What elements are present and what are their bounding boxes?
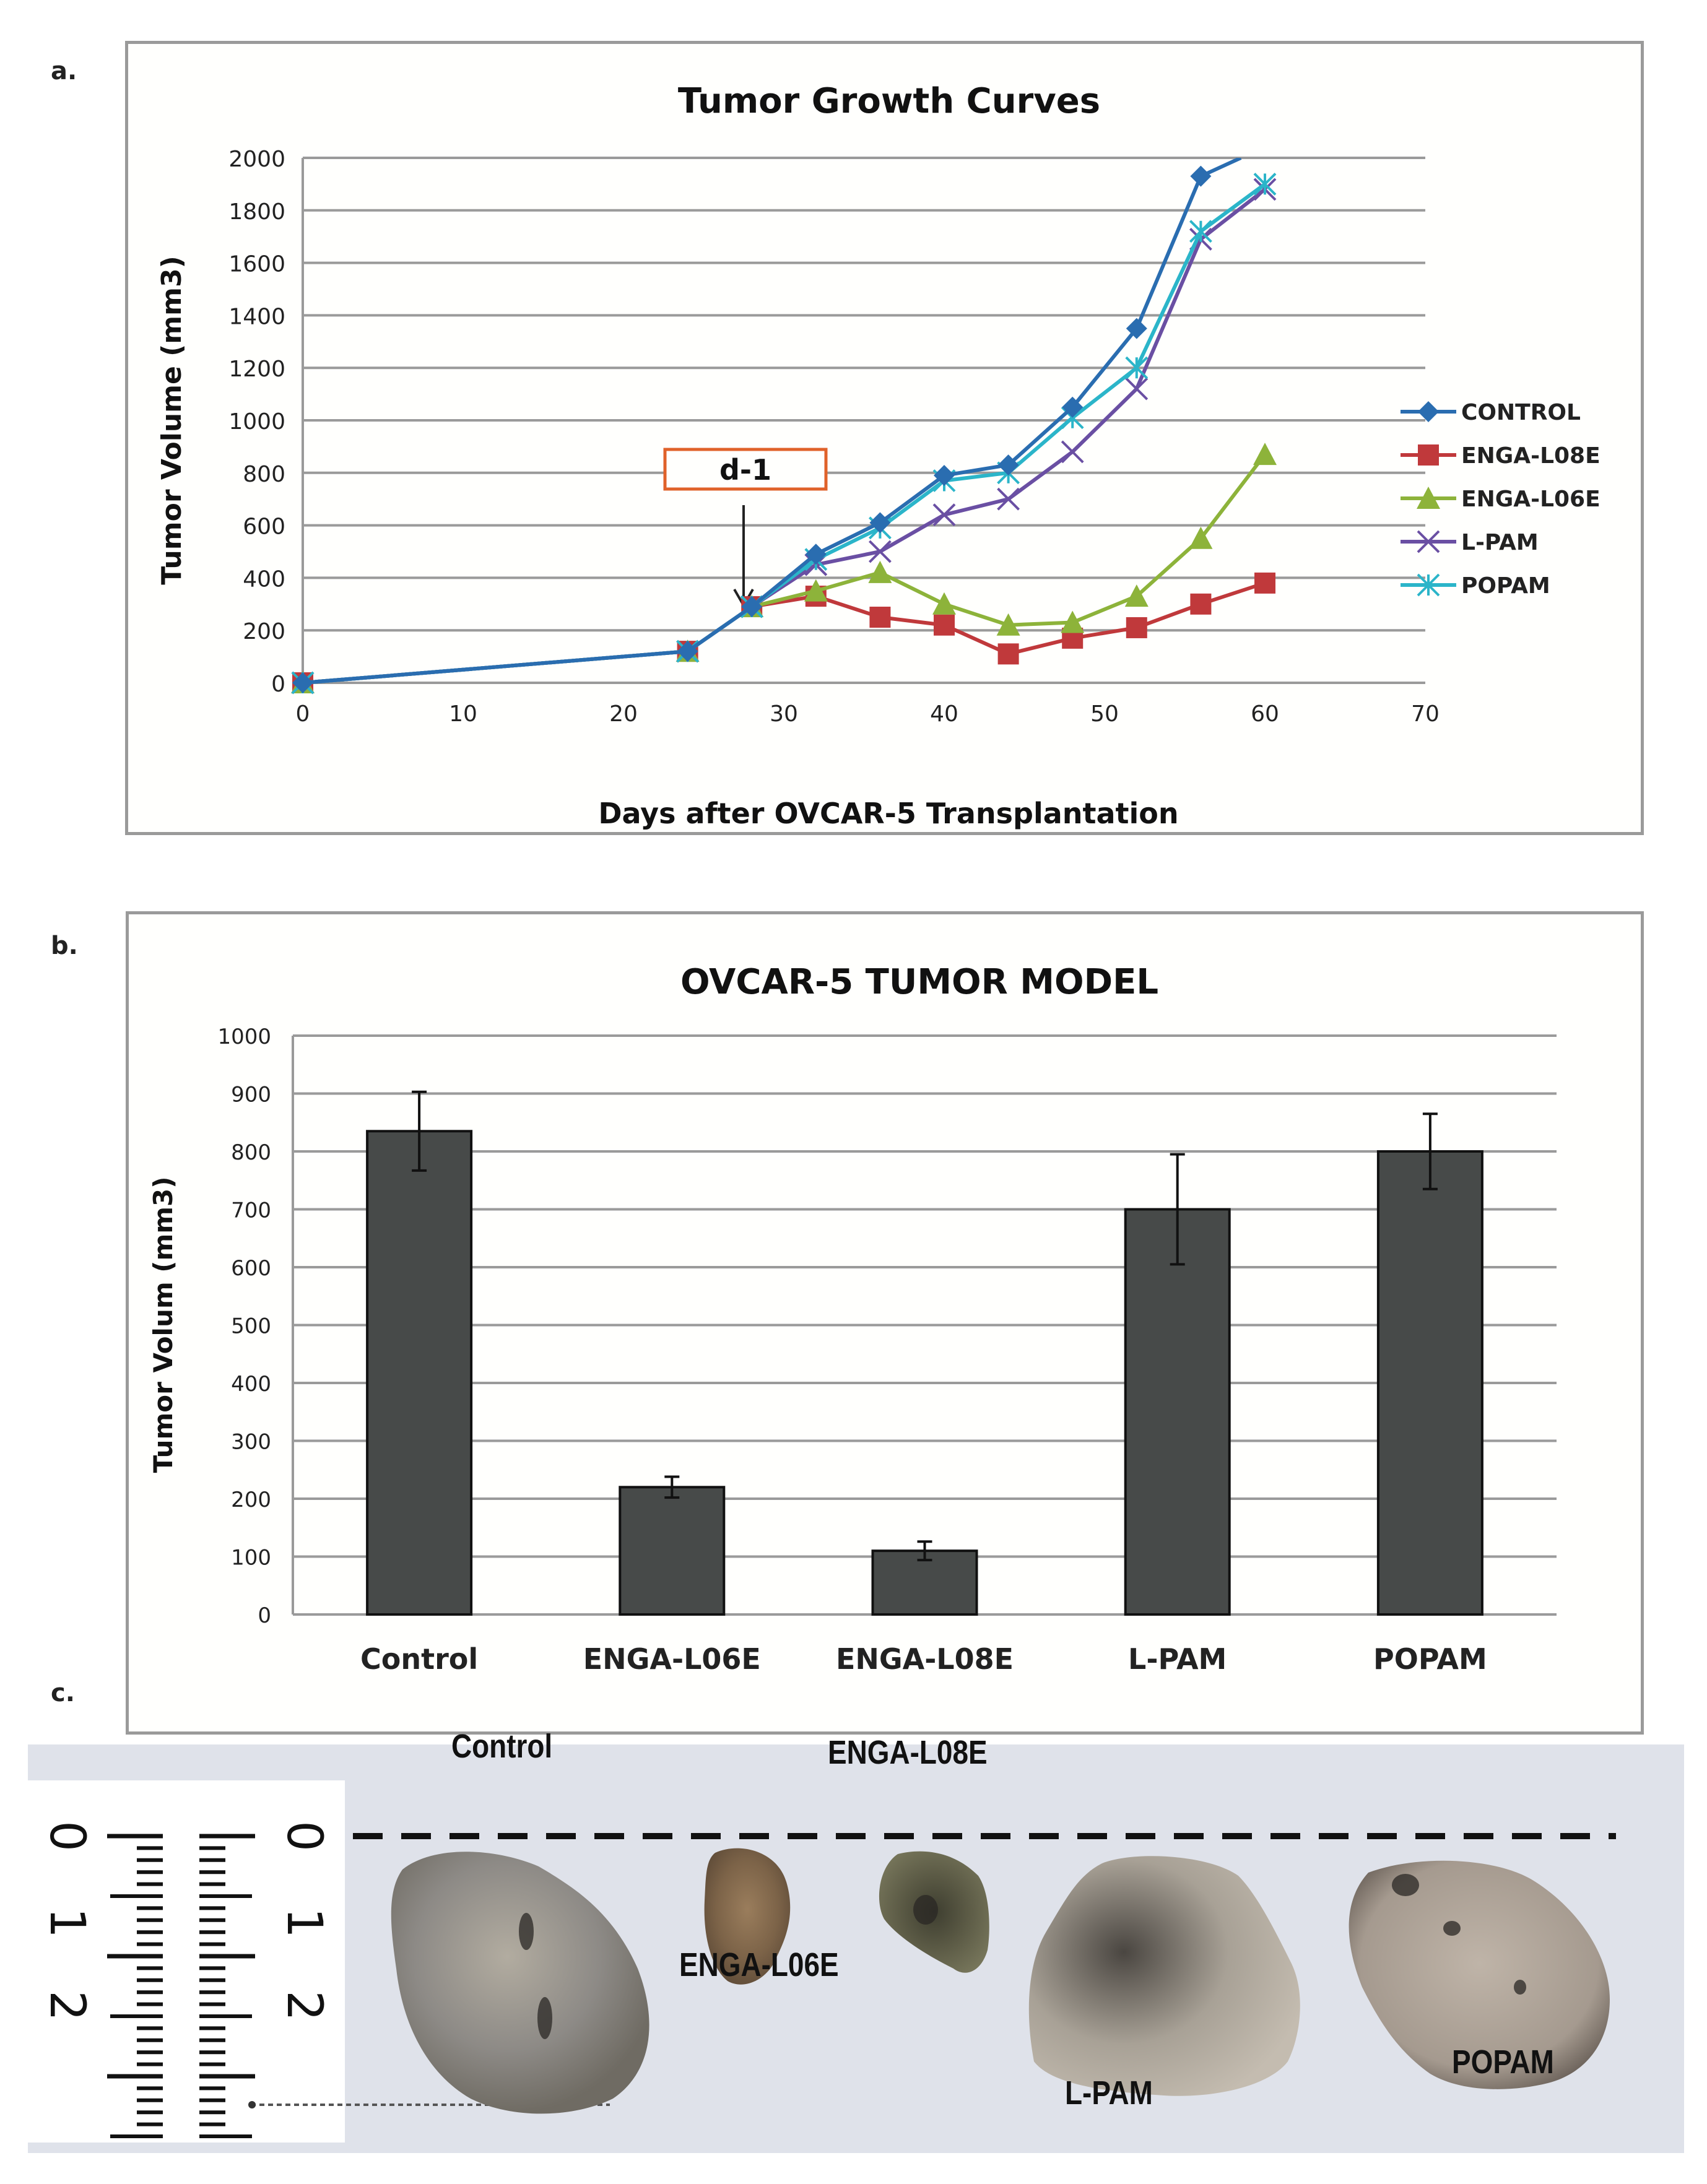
- chart-b-y-axis-label: Tumor Volum (mm3): [148, 1176, 178, 1473]
- chart-b-y-tick-label: 0: [258, 1603, 271, 1628]
- category-label-enga-l08e: ENGA-L08E: [835, 1642, 1014, 1676]
- chart-a-x-axis-label: Days after OVCAR-5 Transplantation: [598, 797, 1179, 830]
- chart-a-x-tick-label: 50: [1090, 701, 1119, 727]
- chart-a-y-tick-label: 2000: [228, 147, 285, 172]
- tumor-l-pam-photo: [1029, 1856, 1300, 2095]
- panel-label-c: c.: [51, 1679, 75, 1707]
- legend-label-l-pam: L-PAM: [1461, 530, 1539, 555]
- chart-a-x-tick-label: 0: [295, 701, 310, 727]
- chart-b-y-tick-label: 400: [231, 1372, 271, 1397]
- measurement-dot: [248, 2101, 256, 2108]
- chart-b-y-tick-label: 300: [231, 1429, 271, 1455]
- chart-a-x-tick-label: 30: [770, 701, 798, 727]
- chart-a-x-tick-label: 40: [930, 701, 958, 727]
- chart-b-y-tick-label: 1000: [217, 1025, 271, 1049]
- ruler-label-2-right: 2: [276, 1990, 332, 2021]
- chart-b-y-tick-label: 100: [231, 1545, 271, 1571]
- legend-label-popam: POPAM: [1461, 573, 1550, 599]
- chart-a-y-tick-label: 600: [243, 514, 285, 540]
- panel-label-a: a.: [51, 57, 77, 85]
- panel-label-b: b.: [51, 932, 78, 960]
- specimen-label-l-pam: L-PAM: [1065, 2074, 1153, 2112]
- specimen-label-popam: POPAM: [1452, 2043, 1554, 2081]
- category-label-enga-l06e: ENGA-L06E: [583, 1642, 761, 1676]
- chart-a-y-tick-label: 1000: [228, 409, 285, 435]
- chart-b-y-tick-label: 600: [231, 1256, 271, 1281]
- chart-a-x-tick-label: 60: [1251, 701, 1279, 727]
- chart-a-x-tick-label: 70: [1411, 701, 1440, 727]
- chart-a-x-tick-label: 10: [449, 701, 477, 727]
- legend-label-enga-l08e: ENGA-L08E: [1461, 443, 1601, 469]
- chart-a-y-tick-label: 1800: [228, 199, 285, 225]
- chart-b-title: OVCAR-5 TUMOR MODEL: [680, 962, 1159, 1002]
- chart-b-y-tick-label: 700: [231, 1198, 271, 1223]
- specimen-label-enga-l08e: ENGA-L08E: [828, 1734, 988, 1771]
- chart-a-y-tick-label: 1200: [228, 357, 285, 383]
- ruler-label-2-left: 2: [39, 1990, 95, 2021]
- chart-a-y-tick-label: 1400: [228, 304, 285, 330]
- chart-a-y-tick-label: 800: [243, 461, 285, 487]
- category-label-control: Control: [360, 1642, 479, 1676]
- category-label-l-pam: L-PAM: [1128, 1642, 1227, 1676]
- legend-label-control: CONTROL: [1461, 400, 1581, 425]
- chart-a-y-tick-label: 200: [243, 619, 285, 645]
- chart-b-y-tick-label: 500: [231, 1314, 271, 1339]
- d-1-label: d-1: [719, 453, 772, 487]
- chart-b-y-tick-label: 900: [231, 1082, 271, 1107]
- ruler-label-1-right: 1: [276, 1907, 332, 1938]
- specimen-label-control: Control: [451, 1728, 553, 1765]
- specimen-label-enga-l06e: ENGA-L06E: [679, 1946, 839, 1983]
- legend-label-enga-l06e: ENGA-L06E: [1461, 487, 1601, 512]
- ruler-label-1-left-b: 1: [39, 1907, 95, 1938]
- ruler-label-0-right: 0: [276, 1821, 332, 1852]
- chart-a-y-tick-label: 0: [271, 672, 285, 697]
- category-label-popam: POPAM: [1373, 1642, 1487, 1676]
- chart-b-y-tick-label: 200: [231, 1488, 271, 1512]
- chart-a-y-tick-label: 400: [243, 566, 285, 592]
- tumor-control-photo: [391, 1852, 649, 2113]
- chart-a-title: Tumor Growth Curves: [677, 81, 1101, 121]
- chart-a-x-tick-label: 20: [609, 701, 638, 727]
- chart-a-y-tick-label: 1600: [228, 251, 285, 277]
- ruler-label-0-left: 0: [39, 1821, 95, 1852]
- chart-a-y-axis-label: Tumor Volume (mm3): [156, 256, 188, 585]
- chart-b-y-tick-label: 800: [231, 1140, 271, 1165]
